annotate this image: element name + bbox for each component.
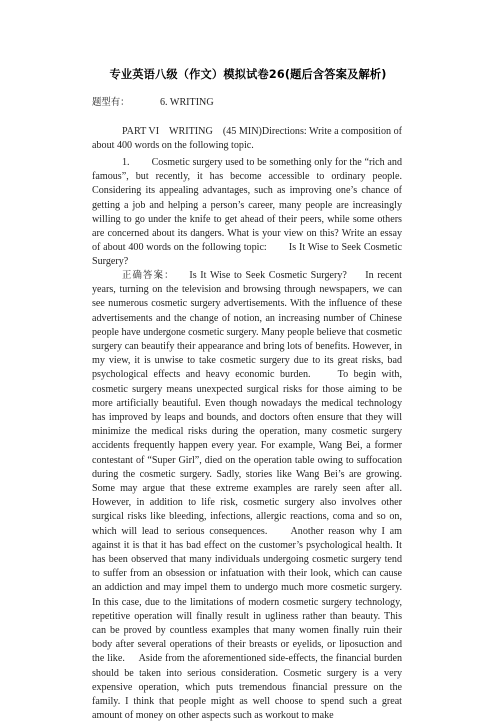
question-type-line <box>92 96 214 110</box>
page-title: 专业英语八级（作文）模拟试卷26(题后含答案及解析) <box>109 68 387 81</box>
answer-label: 正确答案： <box>122 270 175 281</box>
answer-text: Is It Wise to Seek Cosmetic Surgery? In recent years, turning on the television and browsing through newspapers, we can see numerous cosmetic surgery advertisements. With the influence of these advertisements and the change of notion, an increasing number of Chinese people have undergone cosmetic surgery. Many people believe that cosmetic surgery can beautify their appearance and bring lots of benefits. However, in my view, it is unwise to take cosmetic surgery due to its great risks, bad psychological effects and heavy economic burden. To begin with, cosmetic surgery means unexpected surgical risks for those aiming to be more artificially beautiful. Even though nowadays the medical technology has improved by leaps and bounds, and doctors often ensure that they will minimize the medical risks during the operation, many cosmetic surgery accidents frequently happen every year. For example, Wang Bei, a former contestant of “Super Girl”, died on the operation table owing to suffocation during the cosmetic surgery. Sadly, stories like Wang Bei’s are growing. Some may argue that these extreme examples are rarely seen after all. However, in addition to life risk, cosmetic surgery also involves other surgical risks like bleeding, infections, allergic reactions, coma and so on, which will lead to serious consequences. Another reason why I am against it is that it has bad effect on the customer’s psychological health. It has been observed that many individuals undergoing cosmetic surgery tend to suffer from an obsession or infatuation with their look, which can cause an addiction and may impel them to undergo much more cosmetic surgery. In this case, due to the limitations of modern cosmetic surgery technology, repetitive operation will finally result in ugliness rather than beauty. This can be proved by countless examples that many women finally ruin their body after several operations of their breasts or eyelids, or liposuction and the like. Aside from the aforementioned side-effects, the financial burden should be taken into serious consideration. Cosmetic surgery is a very expensive operation, which puts tremendous financial pressure on the family. I think that people might as well choose to spend such a great amount of money on other aspects such as workout to make <box>92 270 405 722</box>
part-directions: PART VI WRITING (45 MIN)Directions: Write a composition of about 400 words on the following topic. <box>92 126 405 152</box>
question-paragraph: 1. Cosmetic surgery used to be something only for the “rich and famous”, but recently, it has become accessible to ordinary people. Considering its appealing advantages, such as improving one’s chance of getting a job and helping a person’s career, many people are increasingly willing to go under the knife to get ahead of their peers, while some others are concerned about its dangers. What is your view on this? Write an essay of about 400 words on the following topic: Is It Wise to Seek Cosmetic Surgery? <box>92 157 405 268</box>
answer-paragraph <box>92 269 405 724</box>
question-type-value: 6. WRITING <box>160 97 214 108</box>
question-type-label: 题型有： <box>92 97 130 108</box>
